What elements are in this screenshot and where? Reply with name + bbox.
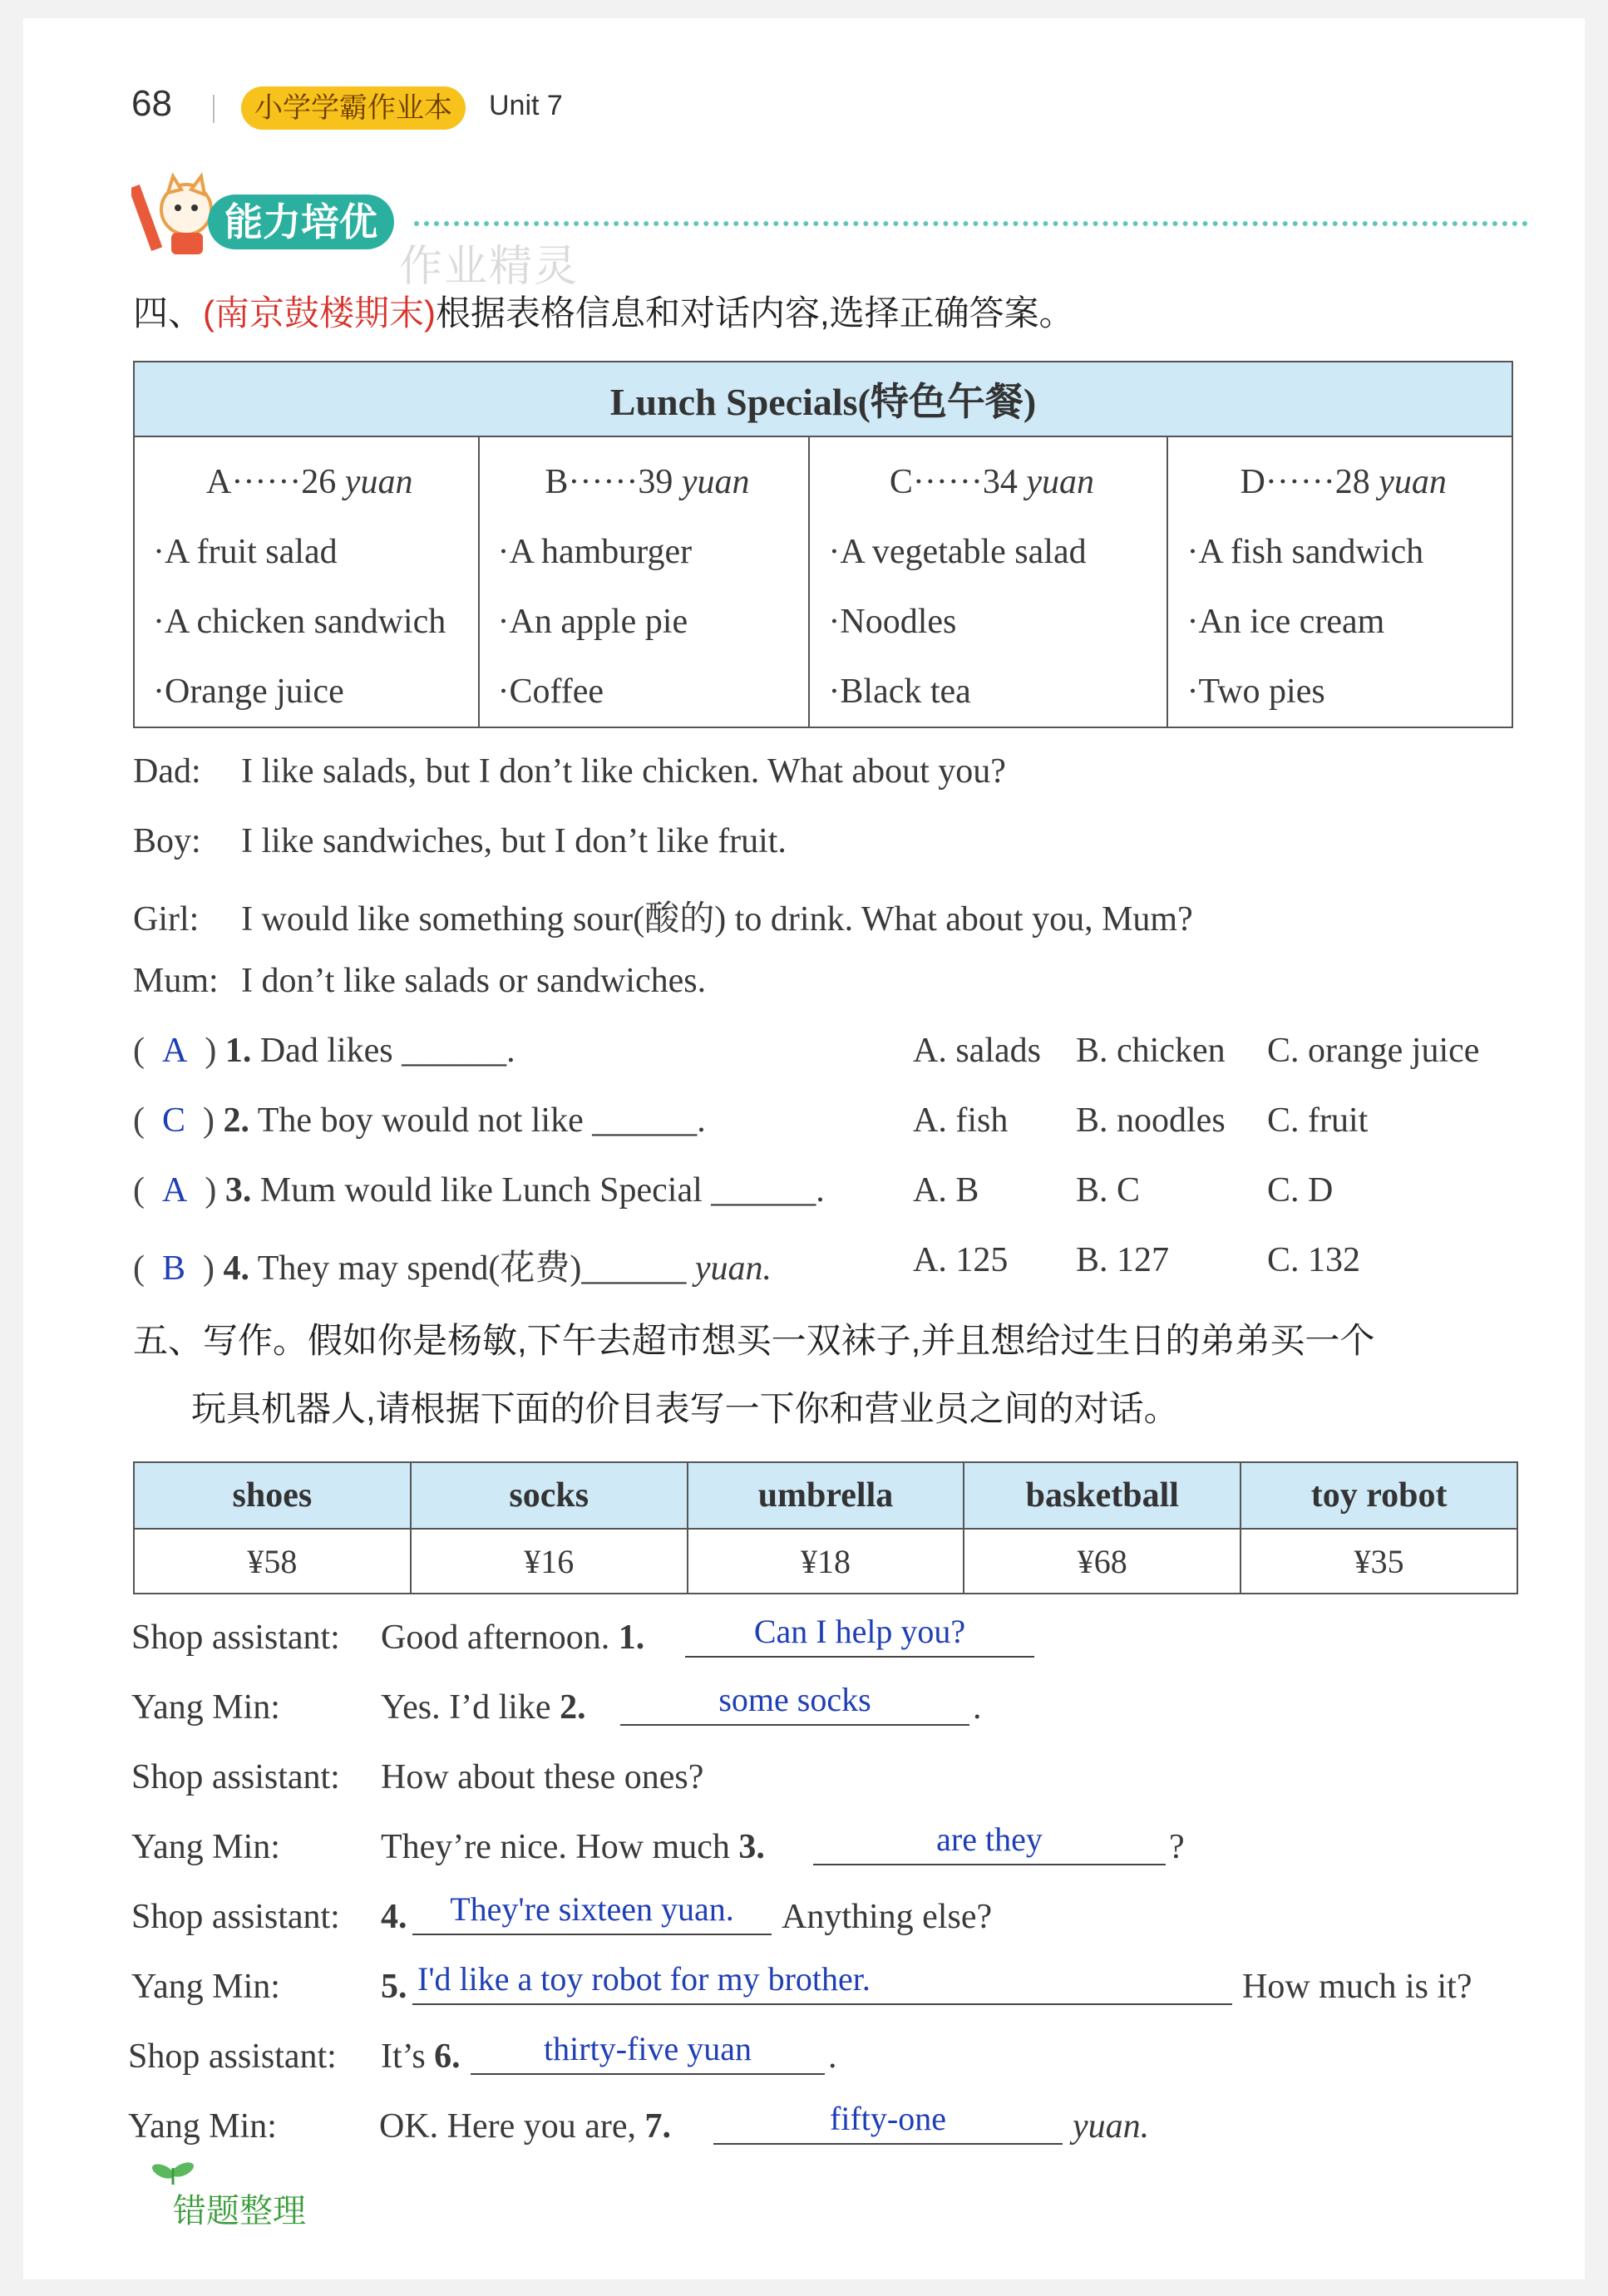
dialogue-num: 5. — [381, 1968, 407, 2006]
dialogue-speaker: Shop assistant: — [131, 1758, 340, 1796]
header-divider — [213, 95, 215, 123]
unit-text: yuan. — [1073, 2107, 1150, 2146]
punctuation: . — [828, 2037, 837, 2076]
dialogue-speaker: Shop assistant: — [131, 1898, 340, 1936]
menu-item: ·A fruit salad — [153, 533, 338, 571]
dialogue-text: They’re nice. How much 3. — [381, 1828, 765, 1866]
question-row: ( C ) 2. The boy would not like ______. — [133, 1101, 706, 1140]
answer-blank-5[interactable]: I'd like a toy robot for my brother. — [412, 1962, 1232, 2005]
price-header: shoes — [134, 1462, 411, 1529]
price-header: basketball — [964, 1462, 1241, 1529]
q5-heading-line2: 玩具机器人,请根据下面的价目表写一下你和营业员之间的对话。 — [191, 1389, 1179, 1428]
dialogue-text: How about these ones? — [381, 1758, 704, 1796]
price-cell: ¥16 — [411, 1529, 688, 1594]
column-price: D······28 yuan — [1240, 463, 1447, 501]
dialogue-speaker: Shop assistant: — [128, 2037, 337, 2076]
answer-blank-2[interactable]: some socks — [620, 1683, 969, 1726]
q5-heading-line1: 五、写作。假如你是杨敏,下午去超市想买一双袜子,并且想给过生日的弟弟买一个 — [133, 1321, 1375, 1360]
dialogue-text: Anything else? — [782, 1898, 993, 1936]
question-text: Mum would like Lunch Special ______. — [259, 1171, 825, 1210]
lunch-column-d — [1167, 436, 1512, 727]
answer-choice: B — [162, 1249, 186, 1288]
workbook-page — [23, 18, 1585, 2279]
option: A. B — [913, 1171, 979, 1210]
q4-source: (南京鼓楼期末) — [203, 293, 436, 333]
price-cell: ¥18 — [688, 1529, 964, 1594]
punctuation: ? — [1169, 1828, 1185, 1866]
lunch-column-a — [134, 436, 479, 727]
punctuation: . — [973, 1688, 982, 1727]
option: A. 125 — [913, 1241, 1009, 1279]
option: C. orange juice — [1267, 1032, 1480, 1070]
answer-blank-4[interactable]: They're sixteen yuan. — [412, 1892, 772, 1935]
lunch-column-c — [809, 436, 1167, 727]
option: B. chicken — [1076, 1032, 1226, 1070]
footer-label: 错题整理 — [173, 2193, 306, 2229]
option: C. fruit — [1267, 1101, 1369, 1140]
menu-item: ·A chicken sandwich — [153, 603, 446, 641]
dialogue-speaker: Shop assistant: — [131, 1619, 340, 1657]
option: A. fish — [913, 1101, 1009, 1140]
price-cell: ¥35 — [1241, 1529, 1517, 1594]
menu-item: ·A fish sandwich — [1186, 533, 1424, 571]
question-row: ( B ) 4. They may spend(花费)______ yuan. — [133, 1249, 772, 1288]
menu-item: ·Coffee — [497, 673, 604, 711]
answer-blank-7[interactable]: fifty-one — [713, 2101, 1063, 2145]
watermark: 作业精灵 — [399, 243, 580, 291]
q4-dialogue-line: Dad: I like salads, but I don’t like chicken. What about you? — [133, 752, 1006, 791]
dialogue-text: Yes. I’d like 2. — [381, 1688, 586, 1727]
dialogue-speaker: Yang Min: — [131, 1968, 280, 2006]
price-cell: ¥68 — [964, 1529, 1241, 1594]
dialogue-num: 4. — [381, 1898, 407, 1936]
menu-item: ·Orange juice — [153, 673, 344, 711]
dialogue-speaker: Yang Min: — [131, 1828, 280, 1866]
section-banner-title: 能力培优 — [208, 195, 394, 249]
question-text: Dad likes ______. — [259, 1032, 515, 1070]
price-cell: ¥58 — [134, 1529, 411, 1594]
menu-item: ·A hamburger — [497, 533, 693, 571]
column-price: A······26 yuan — [206, 463, 413, 501]
price-header: toy robot — [1241, 1462, 1517, 1529]
lunch-table-title: Lunch Specials(特色午餐) — [134, 362, 1512, 436]
q4-instruction: 根据表格信息和对话内容,选择正确答案。 — [436, 293, 1074, 333]
answer-choice: A — [162, 1171, 188, 1210]
menu-item: ·A vegetable salad — [828, 533, 1087, 571]
dialogue-speaker: Yang Min: — [128, 2107, 277, 2146]
dialogue-text: It’s 6. — [381, 2037, 461, 2076]
dialogue-text: How much is it? — [1242, 1968, 1472, 2006]
q4-dialogue-line: Boy: I like sandwiches, but I don’t like fruit. — [133, 822, 787, 860]
column-price: C······34 yuan — [889, 463, 1094, 501]
option: B. 127 — [1076, 1241, 1170, 1279]
q4-number: 四、 — [133, 293, 204, 333]
book-badge: 小学学霸作业本 — [241, 86, 466, 130]
lunch-specials-table — [133, 361, 1513, 728]
menu-item: ·Noodles — [828, 603, 957, 641]
question-text: They may spend(花费)______ — [257, 1249, 687, 1288]
answer-choice: A — [162, 1032, 188, 1070]
dotted-divider — [414, 221, 1528, 226]
question-text: The boy would not like ______. — [257, 1101, 706, 1140]
answer-choice: C — [162, 1101, 186, 1140]
option: A. salads — [913, 1032, 1041, 1070]
unit-label: Unit 7 — [489, 90, 563, 121]
option: C. 132 — [1267, 1241, 1361, 1279]
column-price: B······39 yuan — [545, 463, 750, 501]
option: C. D — [1267, 1171, 1334, 1210]
dialogue-speaker: Yang Min: — [131, 1688, 280, 1727]
q4-dialogue-line: Mum: I don’t like salads or sandwiches. — [133, 962, 707, 1000]
answer-blank-1[interactable]: Can I help you? — [685, 1614, 1034, 1658]
question-row: ( A ) 3. Mum would like Lunch Special ______. — [133, 1171, 825, 1210]
price-header: umbrella — [688, 1462, 964, 1529]
menu-item: ·An apple pie — [497, 603, 688, 641]
sprout-icon — [148, 2160, 198, 2185]
lunch-column-b — [479, 436, 810, 727]
option: B. noodles — [1076, 1101, 1226, 1140]
q4-dialogue-line: Girl: I would like something sour(酸的) to drink. What about you, Mum? — [133, 900, 1193, 939]
price-table — [133, 1461, 1518, 1594]
menu-item: ·Two pies — [1186, 673, 1325, 711]
option: B. C — [1076, 1171, 1141, 1210]
page-number: 68 — [131, 83, 172, 124]
answer-blank-3[interactable]: are they — [813, 1822, 1166, 1865]
question-row: ( A ) 1. Dad likes ______. — [133, 1032, 515, 1070]
menu-item: ·Black tea — [828, 673, 971, 711]
answer-blank-6[interactable]: thirty-five yuan — [471, 2032, 825, 2075]
dialogue-text: Good afternoon. 1. — [381, 1619, 645, 1657]
price-header: socks — [411, 1462, 688, 1529]
dialogue-text: OK. Here you are, 7. — [379, 2107, 672, 2146]
menu-item: ·An ice cream — [1186, 603, 1385, 641]
q4-heading — [133, 286, 1074, 336]
